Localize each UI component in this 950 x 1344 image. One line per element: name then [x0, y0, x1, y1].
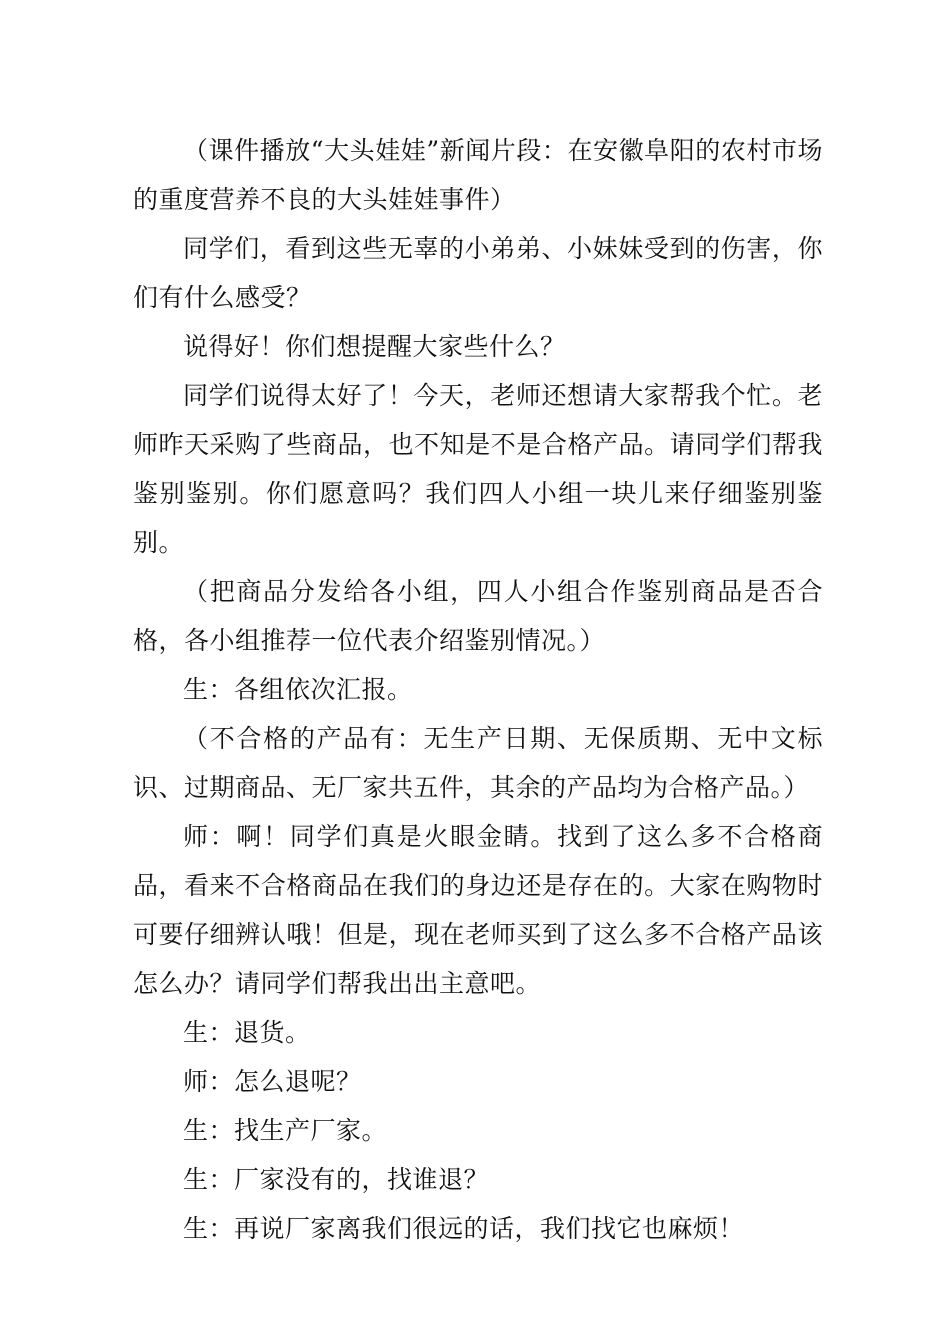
paragraph-student-far-away: 生：再说厂家离我们很远的话，我们找它也麻烦！: [183, 1214, 745, 1243]
document-body: [133, 126, 823, 1253]
paragraph-teacher-prompt: 说得好！你们想提醒大家些什么？: [183, 332, 566, 361]
paragraph-video-note: （课件播放“大头娃娃”新闻片段：在安徽阜阳的农村市场的重度营养不良的大头娃娃事件）: [133, 136, 823, 214]
paragraph-unqualified-list: （不合格的产品有：无生产日期、无保质期、无中文标识、过期商品、无厂家共五件，其余的产品均为合格产品。）: [133, 724, 823, 802]
paragraph-student-return: 生：退货。: [183, 1018, 311, 1047]
paragraph-teacher-question: 同学们，看到这些无辜的小弟弟、小妹妹受到的伤害，你们有什么感受？: [133, 234, 823, 312]
paragraph-teacher-request: 同学们说得太好了！今天，老师还想请大家帮我个忙。老师昨天采购了些商品，也不知是不是合格产品。请同学们帮我鉴别鉴别。你们愿意吗？我们四人小组一块儿来仔细鉴别鉴别。: [133, 381, 823, 557]
paragraph-group-activity: （把商品分发给各小组，四人小组合作鉴别商品是否合格，各小组推荐一位代表介绍鉴别情况。）: [133, 577, 823, 655]
paragraph-teacher-how: 师：怎么退呢？: [183, 1067, 362, 1096]
paragraph-student-no-manufacturer: 生：厂家没有的，找谁退？: [183, 1165, 490, 1194]
paragraph-student-manufacturer: 生：找生产厂家。: [183, 1116, 388, 1145]
paragraph-teacher-praise: 师：啊！同学们真是火眼金睛。找到了这么多不合格商品，看来不合格商品在我们的身边还是存在的。大家在购物时可要仔细辨认哦！但是，现在老师买到了这么多不合格产品该怎么办？请同学们帮我出出主意吧。: [133, 822, 823, 998]
paragraph-student-report: 生：各组依次汇报。: [183, 675, 413, 704]
